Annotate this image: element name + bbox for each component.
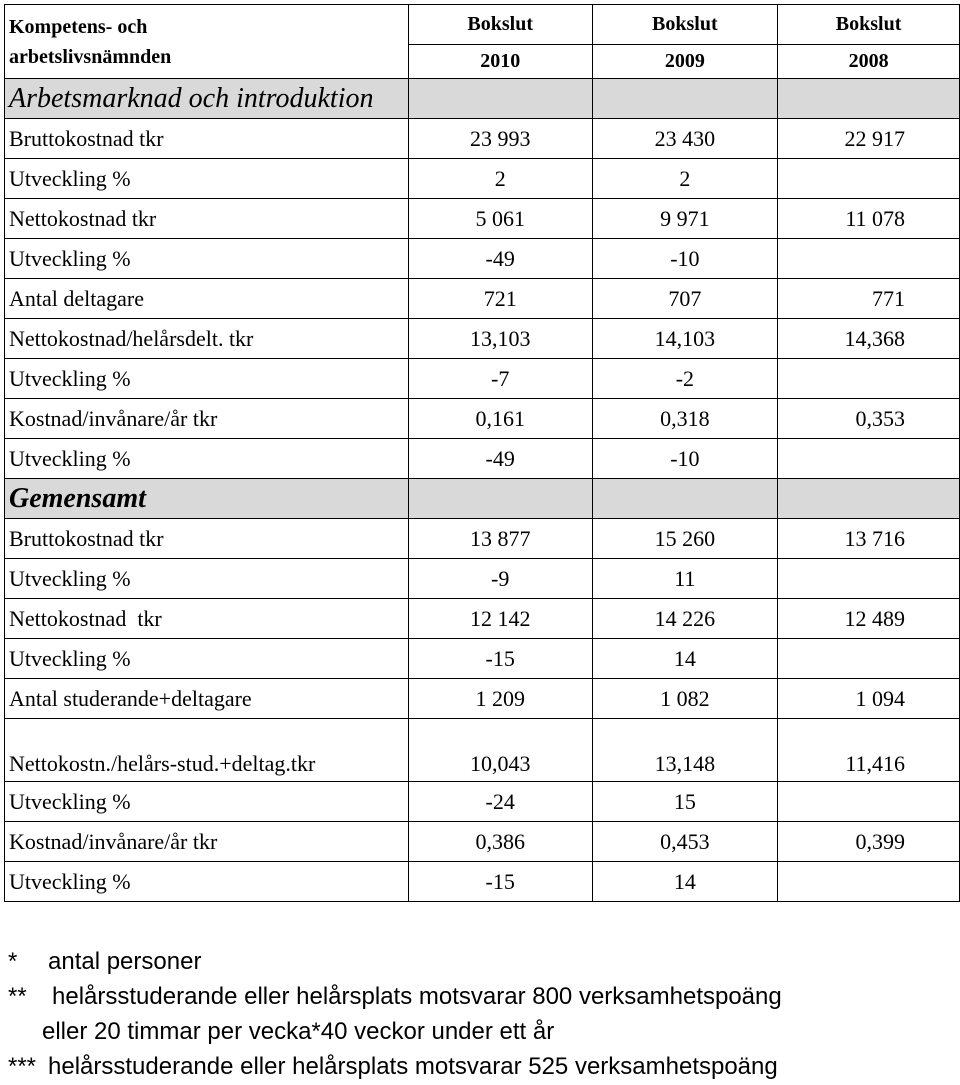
value-2010: -49 xyxy=(408,439,592,479)
year-2009: 2009 xyxy=(592,45,778,79)
value-2009: 14,103 xyxy=(592,319,778,359)
row-label: Nettokostn./helårs-stud.+deltag.tkr xyxy=(5,719,409,782)
title-line-2: arbetslivsnämnden xyxy=(9,45,172,68)
row-label: Kostnad/invånare/år tkr xyxy=(5,399,409,439)
row-label: Utveckling % xyxy=(5,559,409,599)
value-2008 xyxy=(778,239,960,279)
value-2008: 1 094 xyxy=(778,679,960,719)
value-2008: 11 078 xyxy=(778,199,960,239)
footnote-continuation xyxy=(8,1014,782,1049)
table-row xyxy=(5,639,960,679)
value-2008: 771 xyxy=(778,279,960,319)
value-2010: 10,043 xyxy=(408,719,592,782)
value-2010: 721 xyxy=(408,279,592,319)
value-2008: 11,416 xyxy=(778,719,960,782)
table-row xyxy=(5,519,960,559)
footnote xyxy=(8,1049,782,1084)
col-label-2009: Bokslut xyxy=(592,5,778,45)
footnote-text: helårsstuderande eller helårsplats motsvarar 800 verksamhetspoäng xyxy=(52,983,782,1010)
year-2010: 2010 xyxy=(408,45,592,79)
footnote-mark: ** xyxy=(8,983,27,1010)
table-row xyxy=(5,679,960,719)
value-2009: -10 xyxy=(592,439,778,479)
value-2008 xyxy=(778,782,960,822)
col-label-2008: Bokslut xyxy=(778,5,960,45)
section-header-gemensamt xyxy=(5,479,960,519)
value-2010: -49 xyxy=(408,239,592,279)
value-2008: 13 716 xyxy=(778,519,960,559)
table-row xyxy=(5,159,960,199)
row-label: Kostnad/invånare/år tkr xyxy=(5,822,409,862)
header-row-bokslut xyxy=(5,5,960,45)
value-2010: -24 xyxy=(408,782,592,822)
value-2010: 1 209 xyxy=(408,679,592,719)
value-2008 xyxy=(778,639,960,679)
value-2009: 15 260 xyxy=(592,519,778,559)
value-2008 xyxy=(778,159,960,199)
row-label: Utveckling % xyxy=(5,782,409,822)
footnote xyxy=(8,979,782,1014)
row-label: Utveckling % xyxy=(5,862,409,902)
footnote xyxy=(8,944,782,979)
value-2009: 0,453 xyxy=(592,822,778,862)
row-label: Nettokostnad tkr xyxy=(5,199,409,239)
value-2008 xyxy=(778,359,960,399)
row-label: Antal studerande+deltagare xyxy=(5,679,409,719)
value-2008 xyxy=(778,862,960,902)
row-label: Utveckling % xyxy=(5,359,409,399)
section-fill xyxy=(778,479,960,519)
table-row xyxy=(5,359,960,399)
table-row xyxy=(5,439,960,479)
table-row xyxy=(5,559,960,599)
row-label: Utveckling % xyxy=(5,239,409,279)
value-2010: 0,386 xyxy=(408,822,592,862)
table-row xyxy=(5,199,960,239)
value-2008 xyxy=(778,439,960,479)
footnote-text: eller 20 timmar per vecka*40 veckor under ett år xyxy=(42,1018,555,1045)
table-row xyxy=(5,862,960,902)
row-label: Antal deltagare xyxy=(5,279,409,319)
row-label: Nettokostnad/helårsdelt. tkr xyxy=(5,319,409,359)
value-2009: 0,318 xyxy=(592,399,778,439)
value-2008 xyxy=(778,559,960,599)
row-label: Bruttokostnad tkr xyxy=(5,519,409,559)
footnote-mark: *** xyxy=(8,1053,37,1080)
value-2008: 0,353 xyxy=(778,399,960,439)
value-2009: -2 xyxy=(592,359,778,399)
value-2010: -9 xyxy=(408,559,592,599)
section-header-arbetsmarknad xyxy=(5,79,960,119)
footnotes xyxy=(8,944,782,1084)
value-2010: -15 xyxy=(408,639,592,679)
value-2010: 12 142 xyxy=(408,599,592,639)
value-2009: 707 xyxy=(592,279,778,319)
value-2009: 14 xyxy=(592,862,778,902)
table-row xyxy=(5,599,960,639)
value-2010: 13 877 xyxy=(408,519,592,559)
table-title xyxy=(5,5,409,79)
year-2008: 2008 xyxy=(778,45,960,79)
value-2008: 14,368 xyxy=(778,319,960,359)
table-row xyxy=(5,279,960,319)
table-row xyxy=(5,782,960,822)
section-fill xyxy=(408,79,592,119)
value-2010: 2 xyxy=(408,159,592,199)
value-2009: 14 226 xyxy=(592,599,778,639)
value-2009: 13,148 xyxy=(592,719,778,782)
section-fill xyxy=(778,79,960,119)
table-row xyxy=(5,239,960,279)
row-label: Utveckling % xyxy=(5,639,409,679)
col-label-2010: Bokslut xyxy=(408,5,592,45)
value-2009: 1 082 xyxy=(592,679,778,719)
row-label: Nettokostnad tkr xyxy=(5,599,409,639)
budget-table xyxy=(4,4,960,902)
value-2009: 15 xyxy=(592,782,778,822)
value-2010: 13,103 xyxy=(408,319,592,359)
table-row xyxy=(5,719,960,782)
row-label: Utveckling % xyxy=(5,159,409,199)
value-2010: -7 xyxy=(408,359,592,399)
value-2008: 22 917 xyxy=(778,119,960,159)
value-2009: 9 971 xyxy=(592,199,778,239)
value-2008: 12 489 xyxy=(778,599,960,639)
footnote-mark: * xyxy=(8,948,18,975)
value-2009: -10 xyxy=(592,239,778,279)
table-row xyxy=(5,119,960,159)
section-title: Arbetsmarknad och introduktion xyxy=(5,79,409,119)
section-title: Gemensamt xyxy=(5,479,409,519)
value-2010: 0,161 xyxy=(408,399,592,439)
value-2009: 14 xyxy=(592,639,778,679)
title-line-1: Kompetens- och xyxy=(9,15,148,38)
value-2009: 23 430 xyxy=(592,119,778,159)
value-2009: 2 xyxy=(592,159,778,199)
row-label: Bruttokostnad tkr xyxy=(5,119,409,159)
section-fill xyxy=(592,79,778,119)
table-row xyxy=(5,399,960,439)
section-fill xyxy=(592,479,778,519)
table-row xyxy=(5,319,960,359)
value-2010: -15 xyxy=(408,862,592,902)
value-2009: 11 xyxy=(592,559,778,599)
footnote-text: antal personer xyxy=(48,948,202,975)
footnote-text: helårsstuderande eller helårsplats motsvarar 525 verksamhetspoäng xyxy=(48,1053,778,1080)
value-2010: 5 061 xyxy=(408,199,592,239)
value-2010: 23 993 xyxy=(408,119,592,159)
value-2008: 0,399 xyxy=(778,822,960,862)
section-fill xyxy=(408,479,592,519)
row-label: Utveckling % xyxy=(5,439,409,479)
table-row xyxy=(5,822,960,862)
